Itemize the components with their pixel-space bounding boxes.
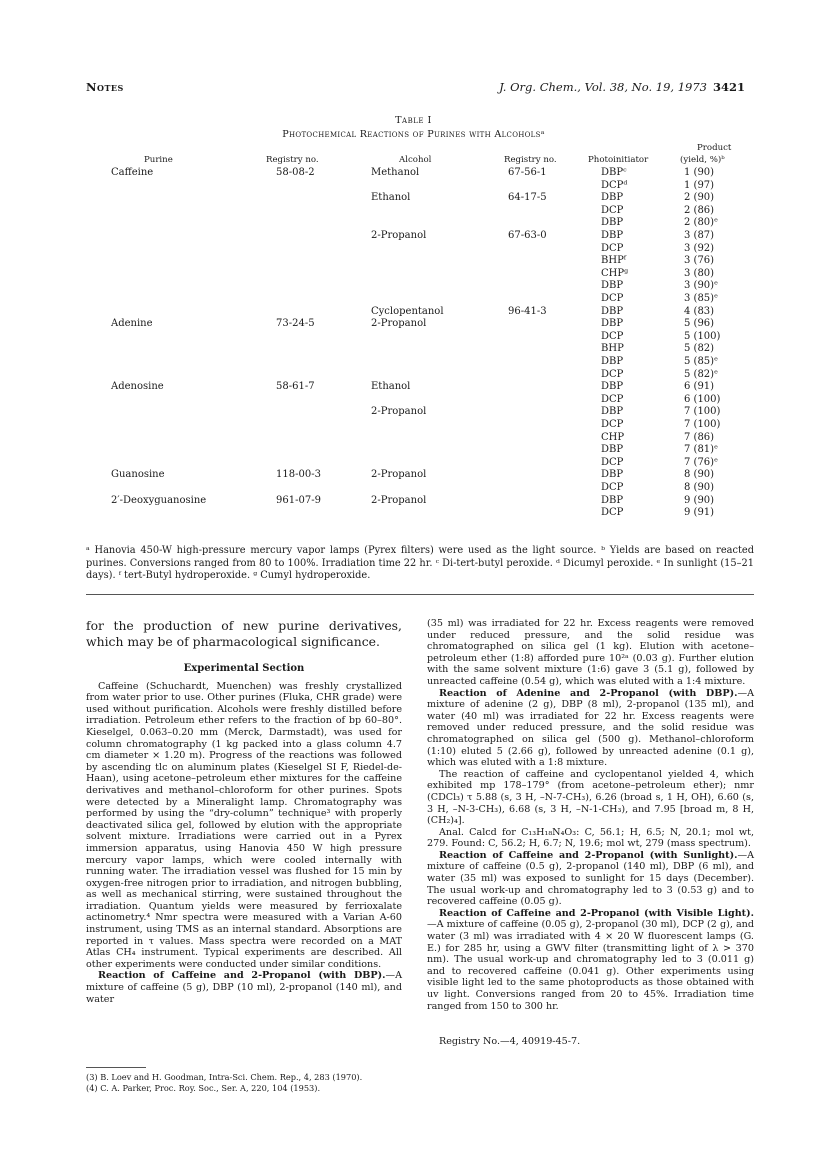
sunlight-paragraph xyxy=(427,850,754,908)
cell-photoinitiator: DBP xyxy=(601,469,624,481)
cell-photoinitiator: DCP xyxy=(601,293,624,304)
cell-product: 3 (76) xyxy=(684,255,715,267)
cell-purine: Guanosine xyxy=(111,469,165,481)
table-caption: Photochemical Reactions of Purines with Alcoholsᵃ xyxy=(282,129,545,140)
analysis-paragraph: Anal. Calcd for C₁₃H₁₈N₄O₃: C, 56.1; H, 6.5; N, 20.1; mol wt, 279. Found: C, 56.2; H, 6.7; N, 19.6; mol wt, 279 (mass spectrum). xyxy=(427,826,754,850)
journal-citation xyxy=(499,80,745,94)
journal-name: J. Org. Chem., Vol. 38, No. 19, 1973 xyxy=(499,80,707,94)
cell-photoinitiator: DBP xyxy=(601,230,624,241)
reference-rule xyxy=(86,1067,146,1068)
cell-photoinitiator: BHP xyxy=(601,343,624,355)
cell-product: 3 (85)ᵉ xyxy=(684,293,718,304)
cell-product: 7 (81)ᵉ xyxy=(684,444,718,456)
cell-product: 5 (96) xyxy=(684,318,715,330)
table-label: Table I xyxy=(395,115,432,126)
cell-product: 5 (82)ᵉ xyxy=(684,368,718,380)
cell-photoinitiator: DBP xyxy=(601,494,624,506)
cell-photoinitiator: DCP xyxy=(601,419,624,430)
section-heading: Experimental Section xyxy=(183,663,305,674)
cell-photoinitiator: DBP xyxy=(601,318,624,330)
cell-alcohol: Cyclopentanol xyxy=(371,305,444,317)
header-purine: Purine xyxy=(144,155,173,165)
paragraph-heading: Reaction of Adenine and 2-Propanol (with DBP). xyxy=(439,687,738,699)
cell-photoinitiator: DCP xyxy=(601,368,624,380)
cell-photoinitiator: DCP xyxy=(601,330,624,342)
right-column xyxy=(427,618,754,1048)
cell-purine: Adenosine xyxy=(111,381,164,393)
cell-product: 8 (90) xyxy=(684,482,715,493)
table-footnotes: ᵃ Hanovia 450-W high-pressure mercury vapor lamps (Pyrex filters) were used as the light source. ᵇ Yields are based on reacted purines. Conversions ranged from 80 to 100%. Irradiation time 22 hr. ᶜ Di-tert-butyl peroxide. ᵈ Dicumyl peroxide. ᵉ In sunlight (15–21 days). ᶠ tert-Butyl hydroperoxide. ᵍ Cumyl hydroperoxide. xyxy=(86,545,754,581)
cell-photoinitiator: DCP xyxy=(601,507,624,519)
cell-photoinitiator: BHPᶠ xyxy=(601,255,627,267)
cell-product: 4 (83) xyxy=(684,305,715,317)
cell-product: 7 (100) xyxy=(684,419,721,430)
cell-photoinitiator: DCP xyxy=(601,393,624,405)
adenine-dbp-paragraph xyxy=(427,688,754,769)
cell-product: 3 (92) xyxy=(684,242,715,254)
cell-photoinitiator: DBPᶜ xyxy=(601,167,627,178)
cell-product: 9 (91) xyxy=(684,507,715,519)
section-label: Notes xyxy=(86,80,124,94)
cell-photoinitiator: DBP xyxy=(601,305,624,317)
cell-alcohol: Ethanol xyxy=(371,192,411,204)
cell-photoinitiator: DBP xyxy=(601,406,624,418)
header-product: Product xyxy=(697,143,732,153)
paragraph-heading: Reaction of Caffeine and 2-Propanol (with Sunlight). xyxy=(439,849,738,861)
cell-product: 3 (90)ᵉ xyxy=(684,280,718,292)
cell-registry-alcohol: 67-63-0 xyxy=(508,230,547,241)
cell-product: 2 (80)ᵉ xyxy=(684,217,718,229)
cell-product: 3 (87) xyxy=(684,230,715,241)
paragraph-text: —A mixture of caffeine (0.05 g), 2-propanol (30 ml), DCP (2 g), and water (3 ml) was irradiated with 4 × 20 W fluorescent lamps (G. E.) for 285 hr, using a GWV filter (transmitting light of λ > 370 nm). The usual work-up and chromatography led to 3 (0.011 g) and to recovered caffeine (0.041 g). Other experiments using visible light led to the same photoproducts as those obtained with uv light. Conversions ranged from 20 to 45%. Irradiation time ranged from 150 to 300 hr. xyxy=(427,919,754,1012)
header-registry-alcohol: Registry no. xyxy=(504,155,557,165)
table-title xyxy=(0,115,827,140)
cell-photoinitiator: DCP xyxy=(601,482,624,493)
lead-paragraph: for the production of new purine derivatives, which may be of pharmacological significance. xyxy=(86,618,402,649)
cell-registry-purine: 58-61-7 xyxy=(276,381,315,393)
cell-alcohol: 2-Propanol xyxy=(371,469,427,481)
cell-product: 5 (82) xyxy=(684,343,715,355)
paragraph-text: —A mixture of adenine (2 g), DBP (8 ml), 2-propanol (135 ml), and water (40 ml) was irradiated for 22 hr. Excess reagents were removed under reduced pressure, and the solid residue was chromatographed on silica gel (500 g). Methanol–chloroform (1:10) eluted 5 (2.66 g), followed by unreacted adenine (0.1 g), which was eluted with a 1:8 mixture. xyxy=(427,687,754,769)
cell-product: 2 (86) xyxy=(684,204,715,216)
registry-number: Registry No.—4, 40919-45-7. xyxy=(439,1036,581,1048)
header-alcohol: Alcohol xyxy=(399,155,432,165)
paragraph-text: —A mixture of caffeine (0.5 g), 2-propanol (140 ml), DBP (6 ml), and water (35 ml) was exposed to sunlight for 15 days (December). The usual work-up and chromatography led to 3 (0.53 g) and to recovered caffeine (0.05 g). xyxy=(427,849,754,908)
cell-product: 3 (80) xyxy=(684,267,715,279)
cell-alcohol: 2-Propanol xyxy=(371,406,427,418)
cell-product: 9 (90) xyxy=(684,494,715,506)
header-product-yield: (yield, %)ᵇ xyxy=(680,155,725,165)
cell-registry-alcohol: 96-41-3 xyxy=(508,305,547,317)
header-photoinitiator: Photoinitiator xyxy=(588,155,649,165)
cell-product: 6 (100) xyxy=(684,393,721,405)
paragraph-heading: Reaction of Caffeine and 2-Propanol (with Visible Light). xyxy=(439,907,754,919)
cell-product: 5 (100) xyxy=(684,330,721,342)
cyclopentanol-paragraph: The reaction of caffeine and cyclopentanol yielded 4, which exhibited mp 178–179° (from acetone–petroleum ether); nmr (CDCl₃) τ 5.88 (s, 3 H, –N-7-CH₃), 6.26 (broad s, 1 H, OH), 6.60 (s, 3 H, –N-3-CH₃), 6.68 (s, 3 H, –N-1-CH₃), and 7.95 [broad m, 8 H, (CH₂)₄]. xyxy=(427,768,754,827)
paragraph-text: —A mixture of caffeine (5 g), DBP (10 ml), 2-propanol (140 ml), and water xyxy=(86,970,402,1005)
cell-product: 1 (97) xyxy=(684,179,715,191)
cell-alcohol: 2-Propanol xyxy=(371,230,427,241)
cell-registry-purine: 961-07-9 xyxy=(276,494,321,506)
cell-photoinitiator: DBP xyxy=(601,381,624,393)
cell-product: 6 (91) xyxy=(684,381,715,393)
cell-photoinitiator: DBP xyxy=(601,192,624,204)
cell-registry-purine: 118-00-3 xyxy=(276,469,321,481)
cell-product: 7 (100) xyxy=(684,406,721,418)
visible-light-paragraph xyxy=(427,908,754,1012)
cell-photoinitiator: DBP xyxy=(601,444,624,456)
page-number: 3421 xyxy=(712,80,745,94)
cell-alcohol: Ethanol xyxy=(371,381,411,393)
cell-registry-purine: 73-24-5 xyxy=(276,318,315,330)
header-registry-purine: Registry no. xyxy=(266,155,319,165)
cell-registry-purine: 58-08-2 xyxy=(276,167,315,178)
table-bottom-rule xyxy=(86,594,754,595)
cell-product: 2 (90) xyxy=(684,192,715,204)
cell-product: 1 (90) xyxy=(684,167,715,178)
cell-alcohol: 2-Propanol xyxy=(371,318,427,330)
cell-photoinitiator: DBP xyxy=(601,356,624,367)
cell-photoinitiator: DCP xyxy=(601,242,624,254)
cell-product: 5 (85)ᵉ xyxy=(684,356,718,367)
cell-alcohol: 2-Propanol xyxy=(371,494,427,506)
cell-product: 8 (90) xyxy=(684,469,715,481)
cell-purine: Caffeine xyxy=(111,167,154,178)
cell-product: 7 (76)ᵉ xyxy=(684,456,718,468)
cell-product: 7 (86) xyxy=(684,431,715,443)
left-column xyxy=(86,618,402,1005)
cell-registry-alcohol: 64-17-5 xyxy=(508,192,547,204)
cell-photoinitiator: DCPᵈ xyxy=(601,179,628,191)
experimental-paragraph: Caffeine (Schuchardt, Muenchen) was freshly crystallized from water prior to use. Other purines (Fluka, CHR grade) were used without purification. Alcohols were freshly distilled before irradiation. Petroleum ether refers to the fraction of bp 60–80°. Kieselgel, 0.063–0.20 mm (Merck, Darmstadt), was used for column chromatography (1 kg packed into a glass column 4.7 cm diameter × 1.20 m). Progress of the reactions was followed by ascending tlc on aluminum plates (Kieselgel SI F, Riedel-de-Haan), using acetone–petroleum ether mixtures for the caffeine derivatives and methanol–chloroform for other purines. Spots were detected by a Mineralight lamp. Chromatography was performed by using the “dry-column” technique³ with properly deactivated silica gel, followed by elution with the appropriate solvent mixture. Irradiations were carried out in a Pyrex immersion apparatus, using Hanovia 450 W high pressure mercury vapor lamps, which were cooled internally with running water. The irradiation vessel was flushed for 15 min by oxygen-free nitrogen prior to irradiation, and nitrogen bubbling, as well as mechanical stirring, were sustained throughout the irradiation. Quantum yields were measured by ferrioxalate actinometry.⁴ Nmr spectra were measured with a Varian A-60 instrument, using TMS as an internal standard. Absorptions are reported in τ values. Mass spectra were recorded on a MAT Atlas CH₄ instrument. Typical experiments are described. All other experiments were conducted under similar conditions. xyxy=(86,680,402,970)
reference-item: (3) B. Loev and H. Goodman, Intra-Sci. Chem. Rep., 4, 283 (1970). xyxy=(86,1072,363,1082)
cell-purine: Adenine xyxy=(111,318,153,330)
cell-photoinitiator: DBP xyxy=(601,217,624,229)
continued-paragraph: (35 ml) was irradiated for 22 hr. Excess reagents were removed under reduced pressure, and the solid residue was chromatographed on silica gel (1 kg). Elution with acetone–petroleum ether (1:8) afforded pure 10²ᵃ (0.03 g). Further elution with the same solvent mixture (1:6) gave 3 (5.1 g), followed by unreacted caffeine (0.54 g), which was eluted with a 1:4 mixture. xyxy=(427,618,754,687)
cell-purine: 2′-Deoxyguanosine xyxy=(111,494,207,506)
cell-registry-alcohol: 67-56-1 xyxy=(508,167,547,178)
cell-photoinitiator: DCP xyxy=(601,456,624,468)
reference-item: (4) C. A. Parker, Proc. Roy. Soc., Ser. A, 220, 104 (1953). xyxy=(86,1083,321,1093)
cell-photoinitiator: DBP xyxy=(601,280,624,292)
cell-alcohol: Methanol xyxy=(371,167,420,178)
cell-photoinitiator: CHPᵍ xyxy=(601,267,629,279)
paragraph-heading: Reaction of Caffeine and 2-Propanol (with DBP). xyxy=(98,970,386,982)
caffeine-dbp-paragraph xyxy=(86,970,402,1005)
cell-photoinitiator: DCP xyxy=(601,204,624,216)
cell-photoinitiator: CHP xyxy=(601,431,625,443)
references xyxy=(86,1072,402,1094)
